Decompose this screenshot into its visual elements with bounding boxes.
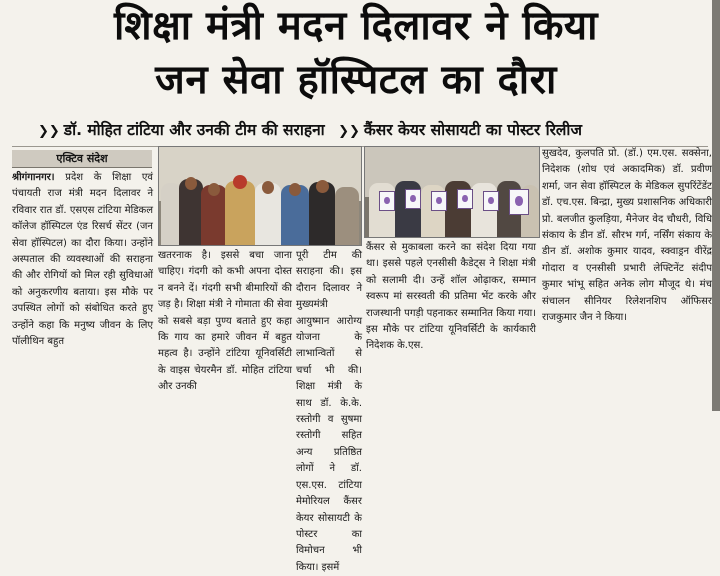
photo-head <box>208 183 220 196</box>
photo-person <box>161 183 181 245</box>
photo-head <box>316 180 329 193</box>
source-tag: एक्टिव संदेश <box>12 150 152 168</box>
cancer-care-poster <box>483 191 499 211</box>
photo-head <box>233 175 247 189</box>
photo-head <box>185 177 197 190</box>
cancer-care-poster <box>457 189 473 209</box>
article-column-1 <box>12 170 153 411</box>
cancer-care-poster <box>431 191 447 211</box>
article-column-4: कैंसर से मुकाबला करने का संदेश दिया गया था। इससे पहले एनसीसी कैडेट्स ने शिक्षा मंत्री को सलामी दी। उन्हें शॉल ओढ़ाकर, सम्मान स्वरूप मां सरस्वती की प्रतिमा भेंट करके और राजस्थानी पगड़ी पहनाकर सम्मानित किया गया। इस मौके पर टांटिया यूनिवर्सिटी के कार्यकारी निदेशक के.एस. <box>366 242 536 352</box>
double-chevron-icon: ❯❯ <box>38 124 60 139</box>
article-column-5: सुखदेव, कुलपति प्रो. (डॉ.) एम.एस. सक्सेना, निदेशक (शोध एवं अकादमिक) डॉ. प्रवीण शर्मा, जन सेवा हॉस्पिटल के मेडिकल सुपरिंटेंडेंट डॉ. एच.एस. बिन्द्रा, मुख्य प्रशासनिक अधिकारी प्रो. बलजीत कुलड़िया, मैनेजर वेद चौधरी, विधि संकाय के डीन डॉ. सौरभ गर्ग, नर्सिंग संकाय के डीन डॉ. अशोक कुमार यादव, स्क्वाड्रन वीरेंद्र गोदारा व एनसीसी प्रभारी लेफ्टिनेंट संदीप कुमार भांभू सहित अनेक लोग मौजूद थे। मंच संचालन सीनियर रिलेशनशिप ऑफिसर राजकुमार जैन ने किया। <box>542 148 712 324</box>
photo-head <box>289 183 301 196</box>
photo-person <box>335 187 359 245</box>
photo-head <box>262 181 274 194</box>
article-column-3: पूरी टीम की सराहना की। इस दौरान दिलावर ने मुख्यमंत्री आयुष्मान आरोग्य योजना के लाभान्वितों से चर्चा भी की। शिक्षा मंत्री के साथ डॉ. के.के. रस्तोगी व सुषमा रस्तोगी सहित अन्य प्रतिष्ठित लोगों ने डॉ. एस.एस. टांटिया मेमोरियल कैंसर केयर सोसायटी के पोस्टर का विमोचन भी किया। इसमें <box>296 250 362 573</box>
headline-line-1: शिक्षा मंत्री मदन दिलावर ने किया <box>114 3 598 49</box>
subheadline-strap <box>38 116 698 144</box>
photo-poster-release <box>364 146 540 238</box>
photo-felicitation <box>158 146 362 246</box>
column-1-text: प्रदेश के शिक्षा एवं पंचायती राज मंत्री मदन दिलावर ने रविवार रात डॉ. एसएस टांटिया मेडिकल कॉलेज हॉस्पिटल एंड रिसर्च सेंटर (जन सेवा हॉस्पिटल) का दौरा किया। उन्होंने अस्पताल की व्यवस्थाओं की सराहना की और रोगियों को मिल रही सुविधाओं को अनुकरणीय बताया। इस मौके पर उपस्थित लोगों को संबोधित करते हुए उन्होंने कहा कि मनुष्य जीवन के लिए पॉलीथिन बहुत <box>12 172 153 348</box>
dateline: श्रीगंगानगर। <box>12 172 55 183</box>
cancer-care-poster <box>509 189 529 215</box>
double-chevron-icon: ❯❯ <box>338 124 360 139</box>
adjacent-page-edge <box>712 0 720 411</box>
photo-person <box>225 181 255 245</box>
cancer-care-poster <box>379 191 395 211</box>
cancer-care-poster <box>405 189 421 209</box>
strap-part-1: डॉ. मोहित टांटिया और उनकी टीम की सराहना <box>63 121 325 139</box>
article-column-2: खतरनाक है। इससे बचा जाना चाहिए। गंदगी को कभी अपना दोस्त न बनने दें। गंदगी सभी बीमारियों की जड़ है। शिक्षा मंत्री ने गोमाता की सेवा को सबसे बड़ा पुण्य बताते हुए कहा कि गाय का हमारे जीवन में बहुत महत्व है। उन्होंने टांटिया यूनिवर्सिटी के वाइस चेयरमैन डॉ. मोहित टांटिया और उनकी <box>158 250 292 393</box>
headline-line-2: जन सेवा हॉस्पिटल का दौरा <box>155 57 557 103</box>
strap-part-2: कैंसर केयर सोसायटी का पोस्टर रिलीज <box>363 121 582 139</box>
